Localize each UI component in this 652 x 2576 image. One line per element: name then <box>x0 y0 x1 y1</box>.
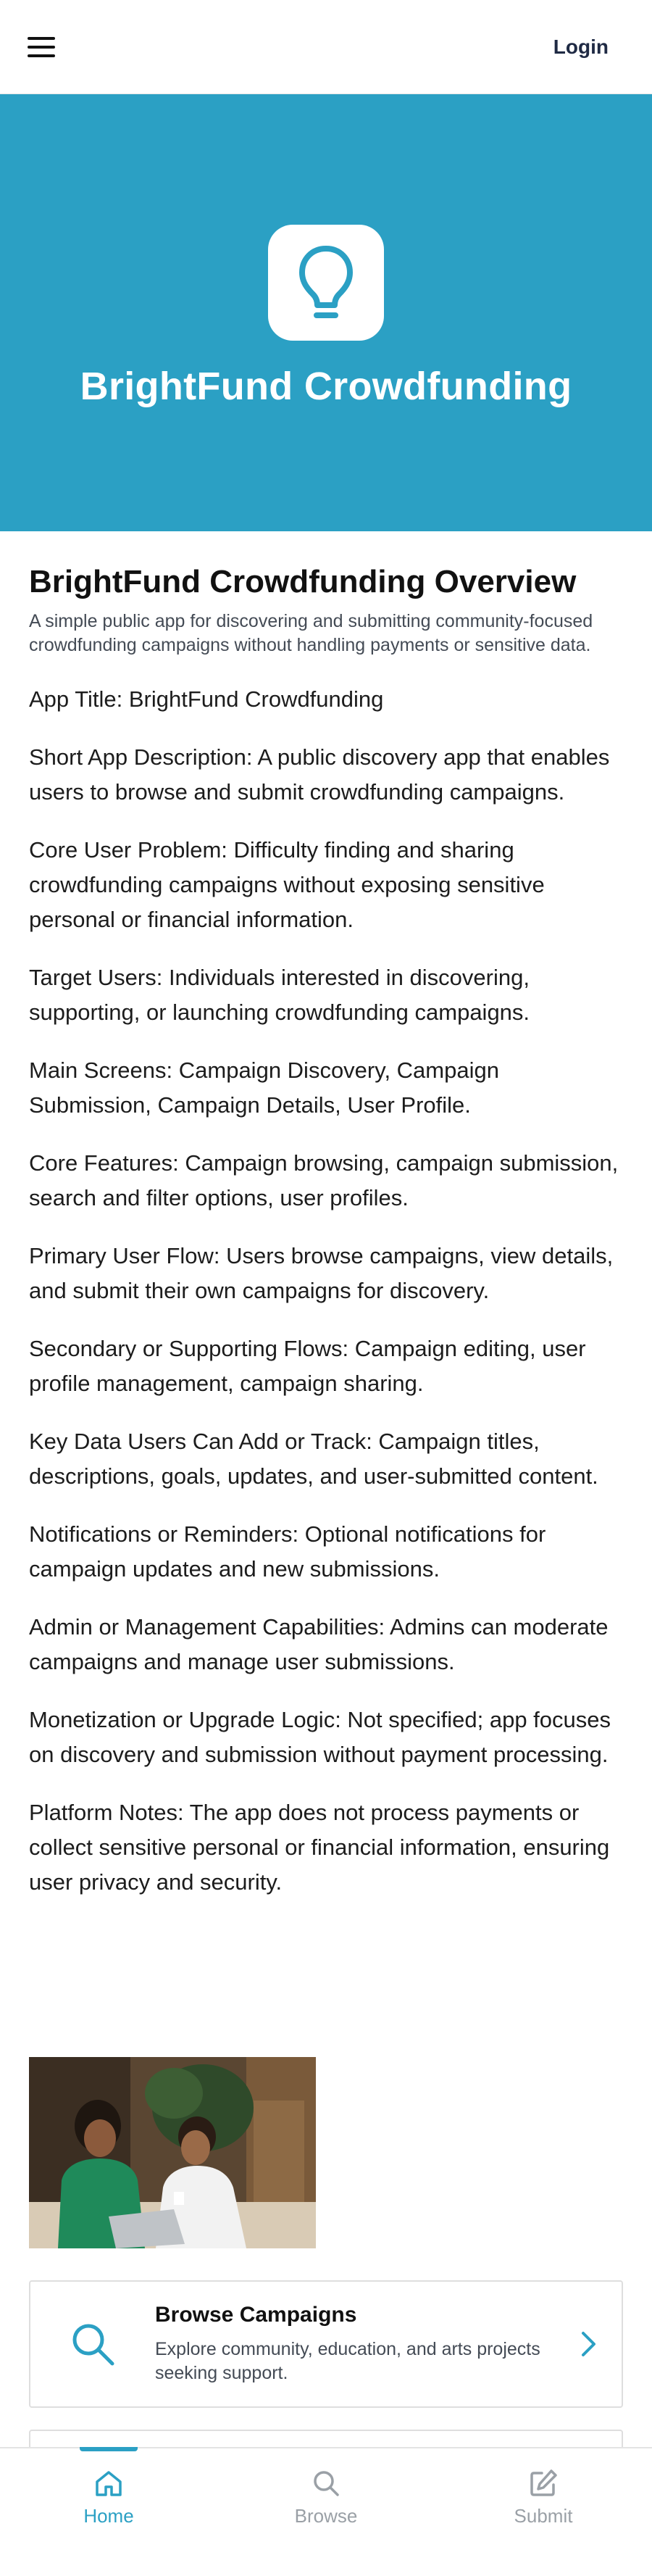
info-list <box>29 682 623 1900</box>
hero-banner <box>0 94 652 531</box>
card-description: Explore community, education, and arts projects seeking support. <box>155 2339 540 2383</box>
search-icon <box>310 2467 342 2499</box>
card-title: Browse Campaigns <box>155 2303 357 2327</box>
edit-icon <box>527 2467 559 2499</box>
chevron-right-icon <box>556 2330 622 2359</box>
overview-title: BrightFund Crowdfunding Overview <box>29 564 577 599</box>
info-item: Notifications or Reminders: Optional notifications for campaign updates and new submissions. <box>29 1521 546 1582</box>
nav-home[interactable] <box>0 2448 217 2576</box>
info-item: Monetization or Upgrade Logic: Not specified; app focuses on discovery and submission without payment processing. <box>29 1707 611 1767</box>
info-item: Main Screens: Campaign Discovery, Campaign Submission, Campaign Details, User Profile. <box>29 1058 499 1118</box>
info-item: Secondary or Supporting Flows: Campaign editing, user profile management, campaign sharing. <box>29 1336 586 1396</box>
info-item: Core Features: Campaign browsing, campaign submission, search and filter options, user profiles. <box>29 1150 619 1210</box>
info-item: App Title: BrightFund Crowdfunding <box>29 686 384 712</box>
home-icon <box>93 2467 125 2499</box>
hero-title: BrightFund Crowdfunding <box>80 364 572 408</box>
info-item: Target Users: Individuals interested in discovering, supporting, or launching crowdfunding campaigns. <box>29 965 530 1025</box>
search-icon <box>30 2282 155 2406</box>
info-item: Key Data Users Can Add or Track: Campaign titles, descriptions, goals, updates, and user-submitted content. <box>29 1429 598 1489</box>
team-photo <box>29 2057 316 2248</box>
bottom-navigation <box>0 2447 652 2576</box>
browse-campaigns-card[interactable] <box>29 2280 623 2408</box>
nav-submit-label: Submit <box>514 2505 573 2527</box>
info-item: Platform Notes: The app does not process payments or collect sensitive personal or financial information, ensuring user privacy and security. <box>29 1800 610 1895</box>
nav-browse-label: Browse <box>294 2505 358 2527</box>
info-item: Primary User Flow: Users browse campaigns, view details, and submit their own campaigns for discovery. <box>29 1243 614 1303</box>
top-bar <box>0 0 652 94</box>
overview-section <box>29 562 623 1923</box>
info-item: Core User Problem: Difficulty finding and sharing crowdfunding campaigns without exposing sensitive personal or financial information. <box>29 837 545 932</box>
info-item: Short App Description: A public discovery app that enables users to browse and submit crowdfunding campaigns. <box>29 744 610 805</box>
login-link[interactable]: Login <box>553 35 609 58</box>
people-with-laptop-illustration <box>29 2057 316 2248</box>
nav-home-label: Home <box>83 2505 134 2527</box>
lightbulb-icon <box>293 243 359 323</box>
overview-subtitle: A simple public app for discovering and submitting community-focused crowdfunding campaigns without handling payments or sensitive data. <box>29 611 593 655</box>
info-item: Admin or Management Capabilities: Admins can moderate campaigns and manage user submissions. <box>29 1614 609 1674</box>
app-logo <box>268 225 384 341</box>
nav-browse[interactable] <box>217 2448 435 2576</box>
menu-icon[interactable] <box>28 37 55 57</box>
active-indicator <box>80 2447 138 2451</box>
nav-submit[interactable] <box>435 2448 652 2576</box>
